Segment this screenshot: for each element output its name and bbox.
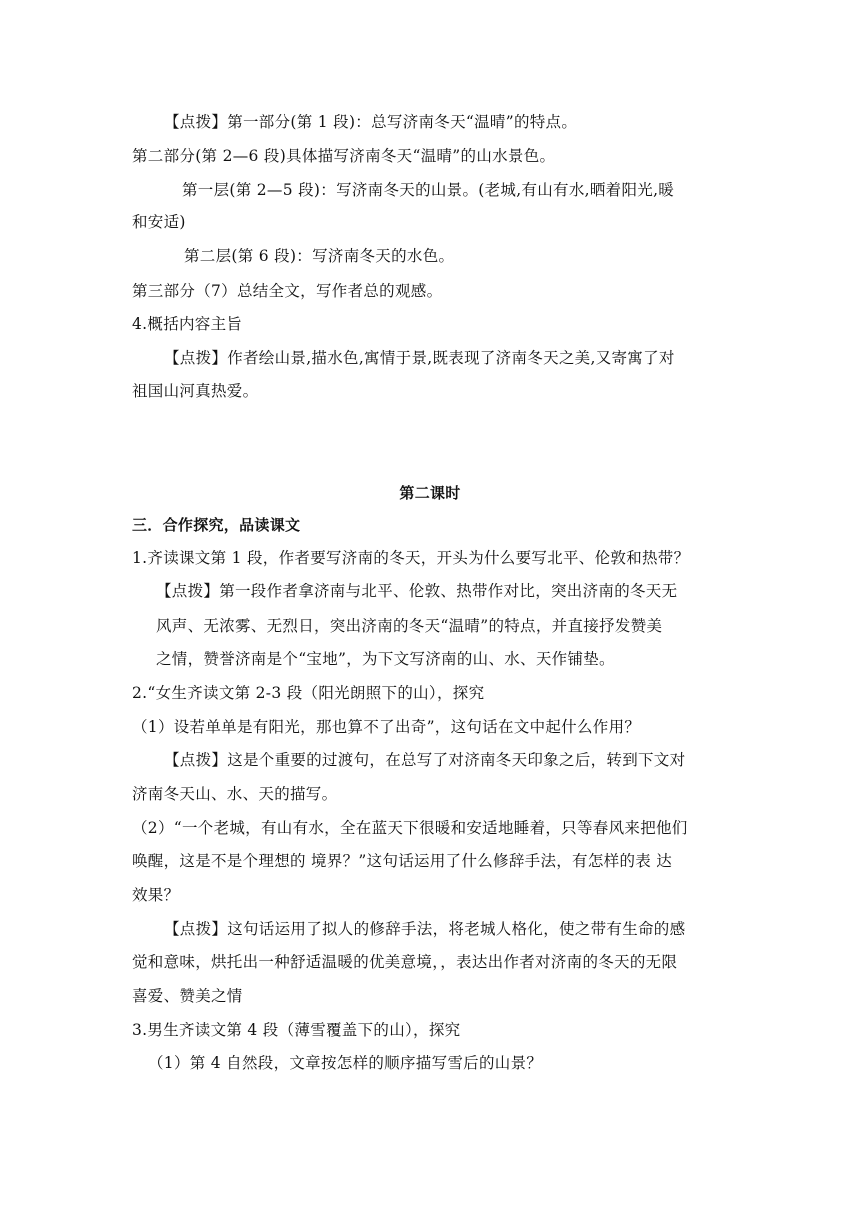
question-line: 1.齐读课文第 1 段，作者要写济南的冬天，开头为什么要写北平、伦敦和热带？ — [132, 549, 690, 567]
text-line: 风声、无浓雾、无烈日，突出济南的冬天“温晴”的特点，并直接抒发赞美 — [156, 617, 663, 635]
question-line: 3.男生齐读文第 4 段（薄雪覆盖下的山），探究 — [132, 1021, 461, 1039]
hint-paragraph: 【点拨】这是个重要的过渡句，在总写了对济南冬天印象之后，转到下文对 — [164, 751, 686, 769]
text-line: 觉和意味，烘托出一种舒适温暖的优美意境，，表达出作者对济南的冬天的无限 — [132, 953, 678, 971]
list-item-heading: 4.概括内容主旨 — [132, 315, 243, 333]
text-line: 祖国山河真热爱。 — [132, 382, 259, 400]
text-line: 唤醒，这是不是个理想的 境界？”这句话运用了什么修辞手法，有怎样的表 达 — [132, 852, 673, 870]
text-line: 第三部分（7）总结全文，写作者总的观感。 — [132, 282, 443, 300]
text-line: 之情，赞誉济南是个“宝地”，为下文写济南的山、水、天作铺垫。 — [156, 650, 615, 668]
question-line: （2）“一个老城，有山有水，全在蓝天下很暖和安适地睡着，只等春风来把他们 — [132, 819, 688, 837]
question-line: 2.“女生齐读文第 2-3 段（阳光朗照下的山），探究 — [132, 684, 485, 702]
hint-paragraph: 【点拨】这句话运用了拟人的修辞手法，将老城人格化，使之带有生命的感 — [164, 920, 686, 938]
hint-paragraph: 【点拨】作者绘山景,描水色,寓情于景,既表现了济南冬天之美,又寄寓了对 — [164, 349, 675, 367]
text-line: 第二部分(第 2—6 段)具体描写济南冬天“温晴”的山水景色。 — [132, 147, 556, 165]
text-line: 和安适) — [132, 213, 186, 231]
text-line: 第二层(第 6 段)：写济南冬天的水色。 — [184, 247, 455, 265]
hint-paragraph: 【点拨】第一段作者拿济南与北平、伦敦、热带作对比，突出济南的冬天无 — [156, 582, 678, 600]
text-line: 济南冬天山、水、天的描写。 — [132, 785, 338, 803]
section-title: 第二课时 — [399, 484, 461, 502]
question-line: （1）设若单单是有阳光，那也算不了出奇”，这句话在文中起什么作用？ — [132, 718, 641, 736]
hint-paragraph: 【点拨】第一部分(第 1 段)：总写济南冬天“温晴”的特点。 — [164, 113, 578, 131]
text-line: 喜爱、赞美之情 — [132, 987, 243, 1005]
question-line: （1）第 4 自然段，文章按怎样的顺序描写雪后的山景？ — [148, 1054, 543, 1072]
text-line: 第一层(第 2—5 段)：写济南冬天的山景。(老城,有山有水,晒着阳光,暖 — [182, 181, 675, 199]
text-line: 效果？ — [132, 886, 180, 904]
section-heading: 三．合作探究，品读课文 — [132, 516, 301, 534]
